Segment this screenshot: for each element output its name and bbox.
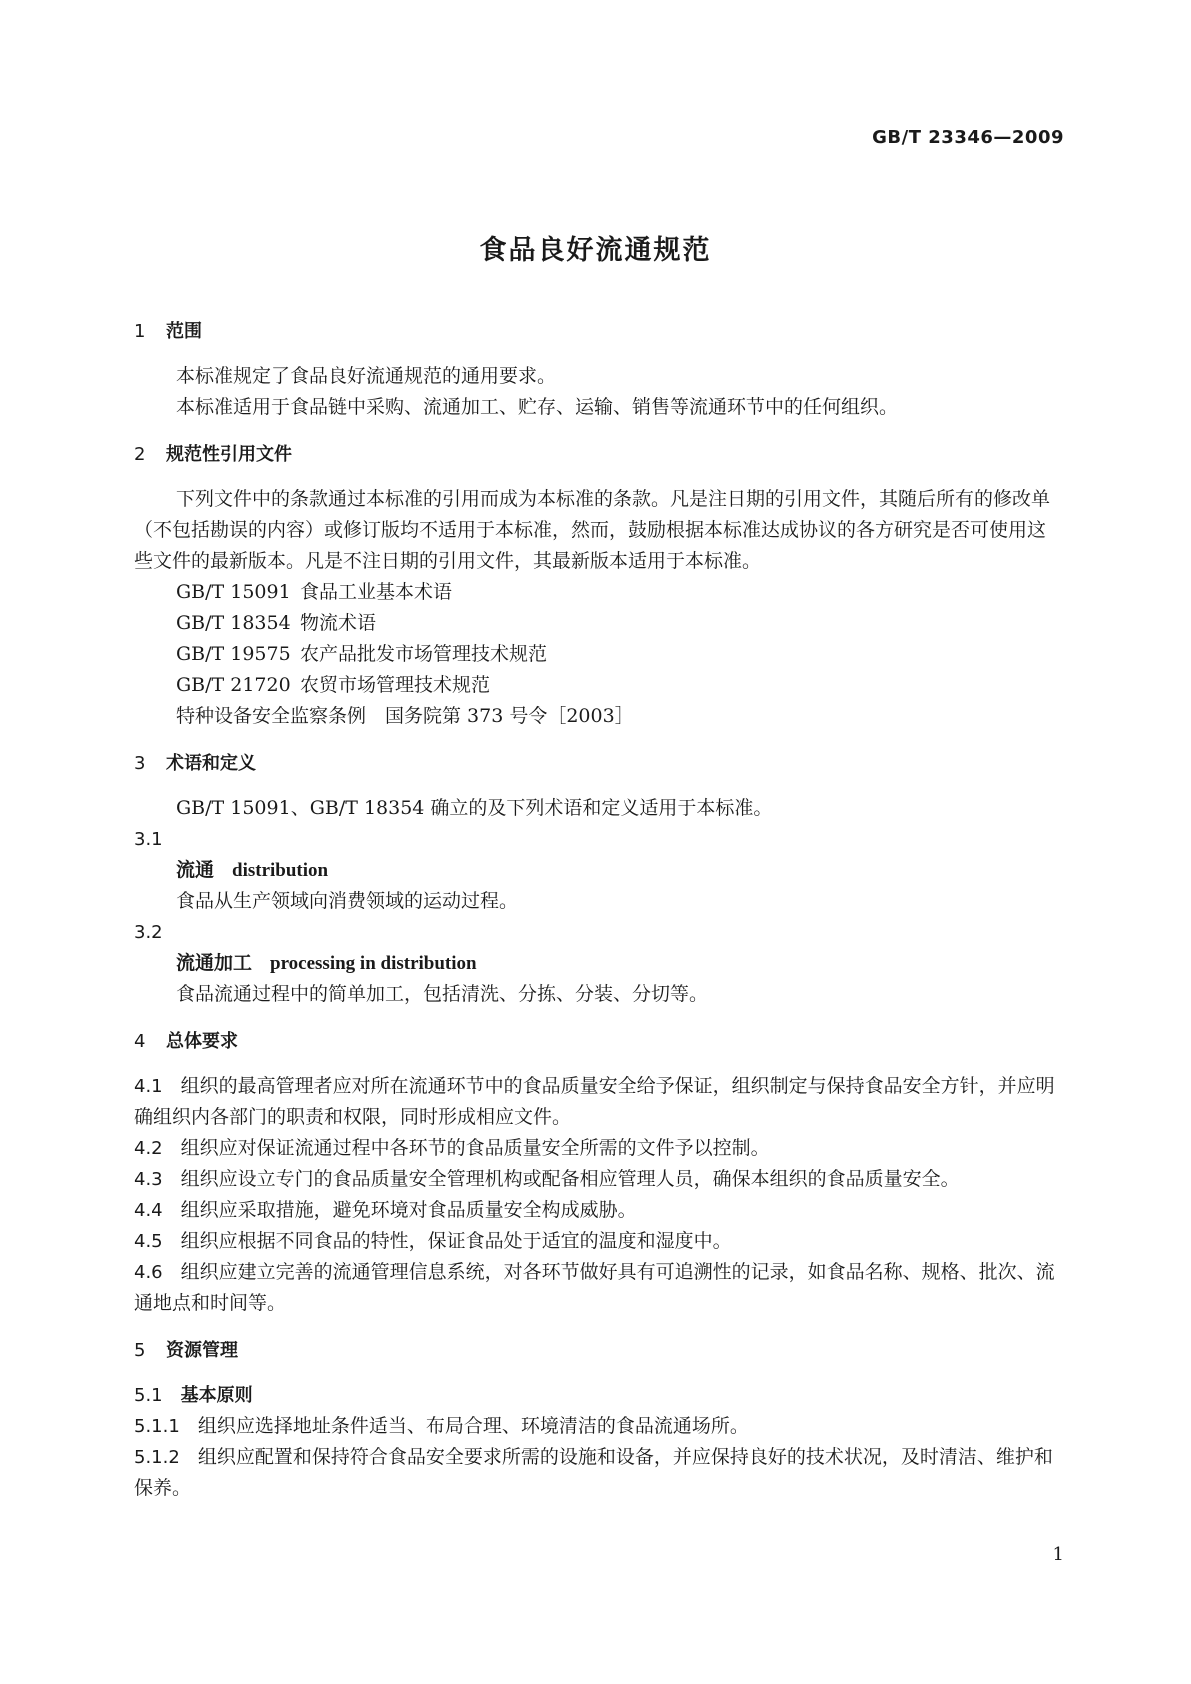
section-heading: [134, 316, 1058, 347]
term-english: processing in distribution: [270, 953, 477, 974]
document-body: [134, 316, 1058, 1504]
clause-number: 4.5: [134, 1231, 163, 1252]
section-general-requirements: [134, 1026, 1058, 1319]
clause-number: 5.1.2: [134, 1447, 180, 1468]
clause-text: 组织应根据不同食品的特性，保证食品处于适宜的温度和湿度中。: [180, 1230, 732, 1252]
section-title: 术语和定义: [166, 753, 256, 774]
clause: [134, 1164, 1058, 1195]
clause-text: 组织应对保证流通过程中各环节的食品质量安全所需的文件予以控制。: [180, 1137, 770, 1159]
reference-item: [134, 608, 1058, 639]
clause: [134, 1195, 1058, 1226]
clause-text: 组织应配置和保持符合食品安全要求所需的设施和设备，并应保持良好的技术状况，及时清洁、维护和保养。: [134, 1446, 1053, 1499]
section-number: 4: [134, 1031, 146, 1052]
clause-text: 组织应采取措施，避免环境对食品质量安全构成威胁。: [180, 1199, 637, 1221]
section-title: 总体要求: [166, 1031, 238, 1052]
section-heading: [134, 1026, 1058, 1057]
subsection-title: 基本原则: [180, 1385, 253, 1406]
page-number: 1: [1052, 1544, 1064, 1565]
term-english: distribution: [232, 860, 329, 881]
clause-number: 5.1.1: [134, 1416, 180, 1437]
clause-number: 4.3: [134, 1169, 163, 1190]
section-heading: [134, 439, 1058, 470]
reference-item: [134, 639, 1058, 670]
reference-item: [134, 577, 1058, 608]
reference-title: 农产品批发市场管理技术规范: [300, 643, 548, 665]
section-heading: [134, 748, 1058, 779]
section-title: 资源管理: [166, 1340, 238, 1361]
term-name: [134, 948, 1058, 979]
reference-code: GB/T 18354: [176, 612, 291, 634]
paragraph: GB/T 15091、GB/T 18354 确立的及下列术语和定义适用于本标准。: [176, 797, 773, 819]
section-title: 范围: [166, 321, 202, 342]
subsection-heading: [134, 1380, 1058, 1411]
section-scope: [134, 316, 1058, 423]
clause-number: 4.1: [134, 1076, 163, 1097]
reference-title: 农贸市场管理技术规范: [300, 674, 491, 696]
clause: [134, 1411, 1058, 1442]
clause: [134, 1226, 1058, 1257]
section-terms: [134, 748, 1058, 1010]
reference-title: 物流术语: [300, 612, 377, 634]
term-definition: 食品流通过程中的简单加工，包括清洗、分拣、分装、分切等。: [176, 983, 709, 1005]
clause: [134, 1257, 1058, 1319]
term-chinese: 流通加工: [176, 952, 253, 974]
subsection-number: 5.1: [134, 1385, 163, 1406]
paragraph: 下列文件中的条款通过本标准的引用而成为本标准的条款。凡是注日期的引用文件，其随后所有的修改单（不包括勘误的内容）或修订版均不适用于本标准，然而，鼓励根据本标准达成协议的各方研究是否可使用这些文件的最新版本。凡是不注日期的引用文件，其最新版本适用于本标准。: [134, 488, 1051, 572]
term-definition: 食品从生产领域向消费领域的运动过程。: [176, 890, 519, 912]
reference-item: [134, 670, 1058, 701]
clause-number: 4.2: [134, 1138, 163, 1159]
term-number: 3.1: [134, 829, 163, 850]
section-heading: [134, 1335, 1058, 1366]
term-name: [134, 855, 1058, 886]
clause: [134, 1442, 1058, 1504]
term-number: 3.2: [134, 922, 163, 943]
reference-code: GB/T 15091: [176, 581, 291, 603]
reference-code: GB/T 19575: [176, 643, 291, 665]
clause-text: 组织应建立完善的流通管理信息系统，对各环节做好具有可追溯性的记录，如食品名称、规格、批次、流通地点和时间等。: [134, 1261, 1055, 1314]
clause-number: 4.4: [134, 1200, 163, 1221]
clause-text: 组织应设立专门的食品质量安全管理机构或配备相应管理人员，确保本组织的食品质量安全。: [180, 1168, 960, 1190]
section-number: 3: [134, 753, 146, 774]
clause-text: 组织的最高管理者应对所在流通环节中的食品质量安全给予保证，组织制定与保持食品安全方针，并应明确组织内各部门的职责和权限，同时形成相应文件。: [134, 1075, 1055, 1128]
section-number: 2: [134, 444, 146, 465]
section-title: 规范性引用文件: [166, 444, 292, 465]
standard-code: GB/T 23346—2009: [872, 127, 1064, 148]
term-chinese: 流通: [176, 859, 215, 881]
section-resource-management: [134, 1335, 1058, 1504]
section-number: 1: [134, 321, 146, 342]
paragraph: 本标准规定了食品良好流通规范的通用要求。: [176, 365, 557, 387]
reference-title: 食品工业基本术语: [300, 581, 453, 603]
clause: [134, 1071, 1058, 1133]
clause: [134, 1133, 1058, 1164]
clause-text: 组织应选择地址条件适当、布局合理、环境清洁的食品流通场所。: [197, 1415, 749, 1437]
section-normative-references: [134, 439, 1058, 732]
clause-number: 4.6: [134, 1262, 163, 1283]
reference-code: GB/T 21720: [176, 674, 291, 696]
section-number: 5: [134, 1340, 146, 1361]
reference-regulation: 特种设备安全监察条例 国务院第 373 号令［2003］: [176, 705, 634, 727]
document-title: 食品良好流通规范: [479, 235, 712, 266]
paragraph: 本标准适用于食品链中采购、流通加工、贮存、运输、销售等流通环节中的任何组织。: [176, 396, 899, 418]
